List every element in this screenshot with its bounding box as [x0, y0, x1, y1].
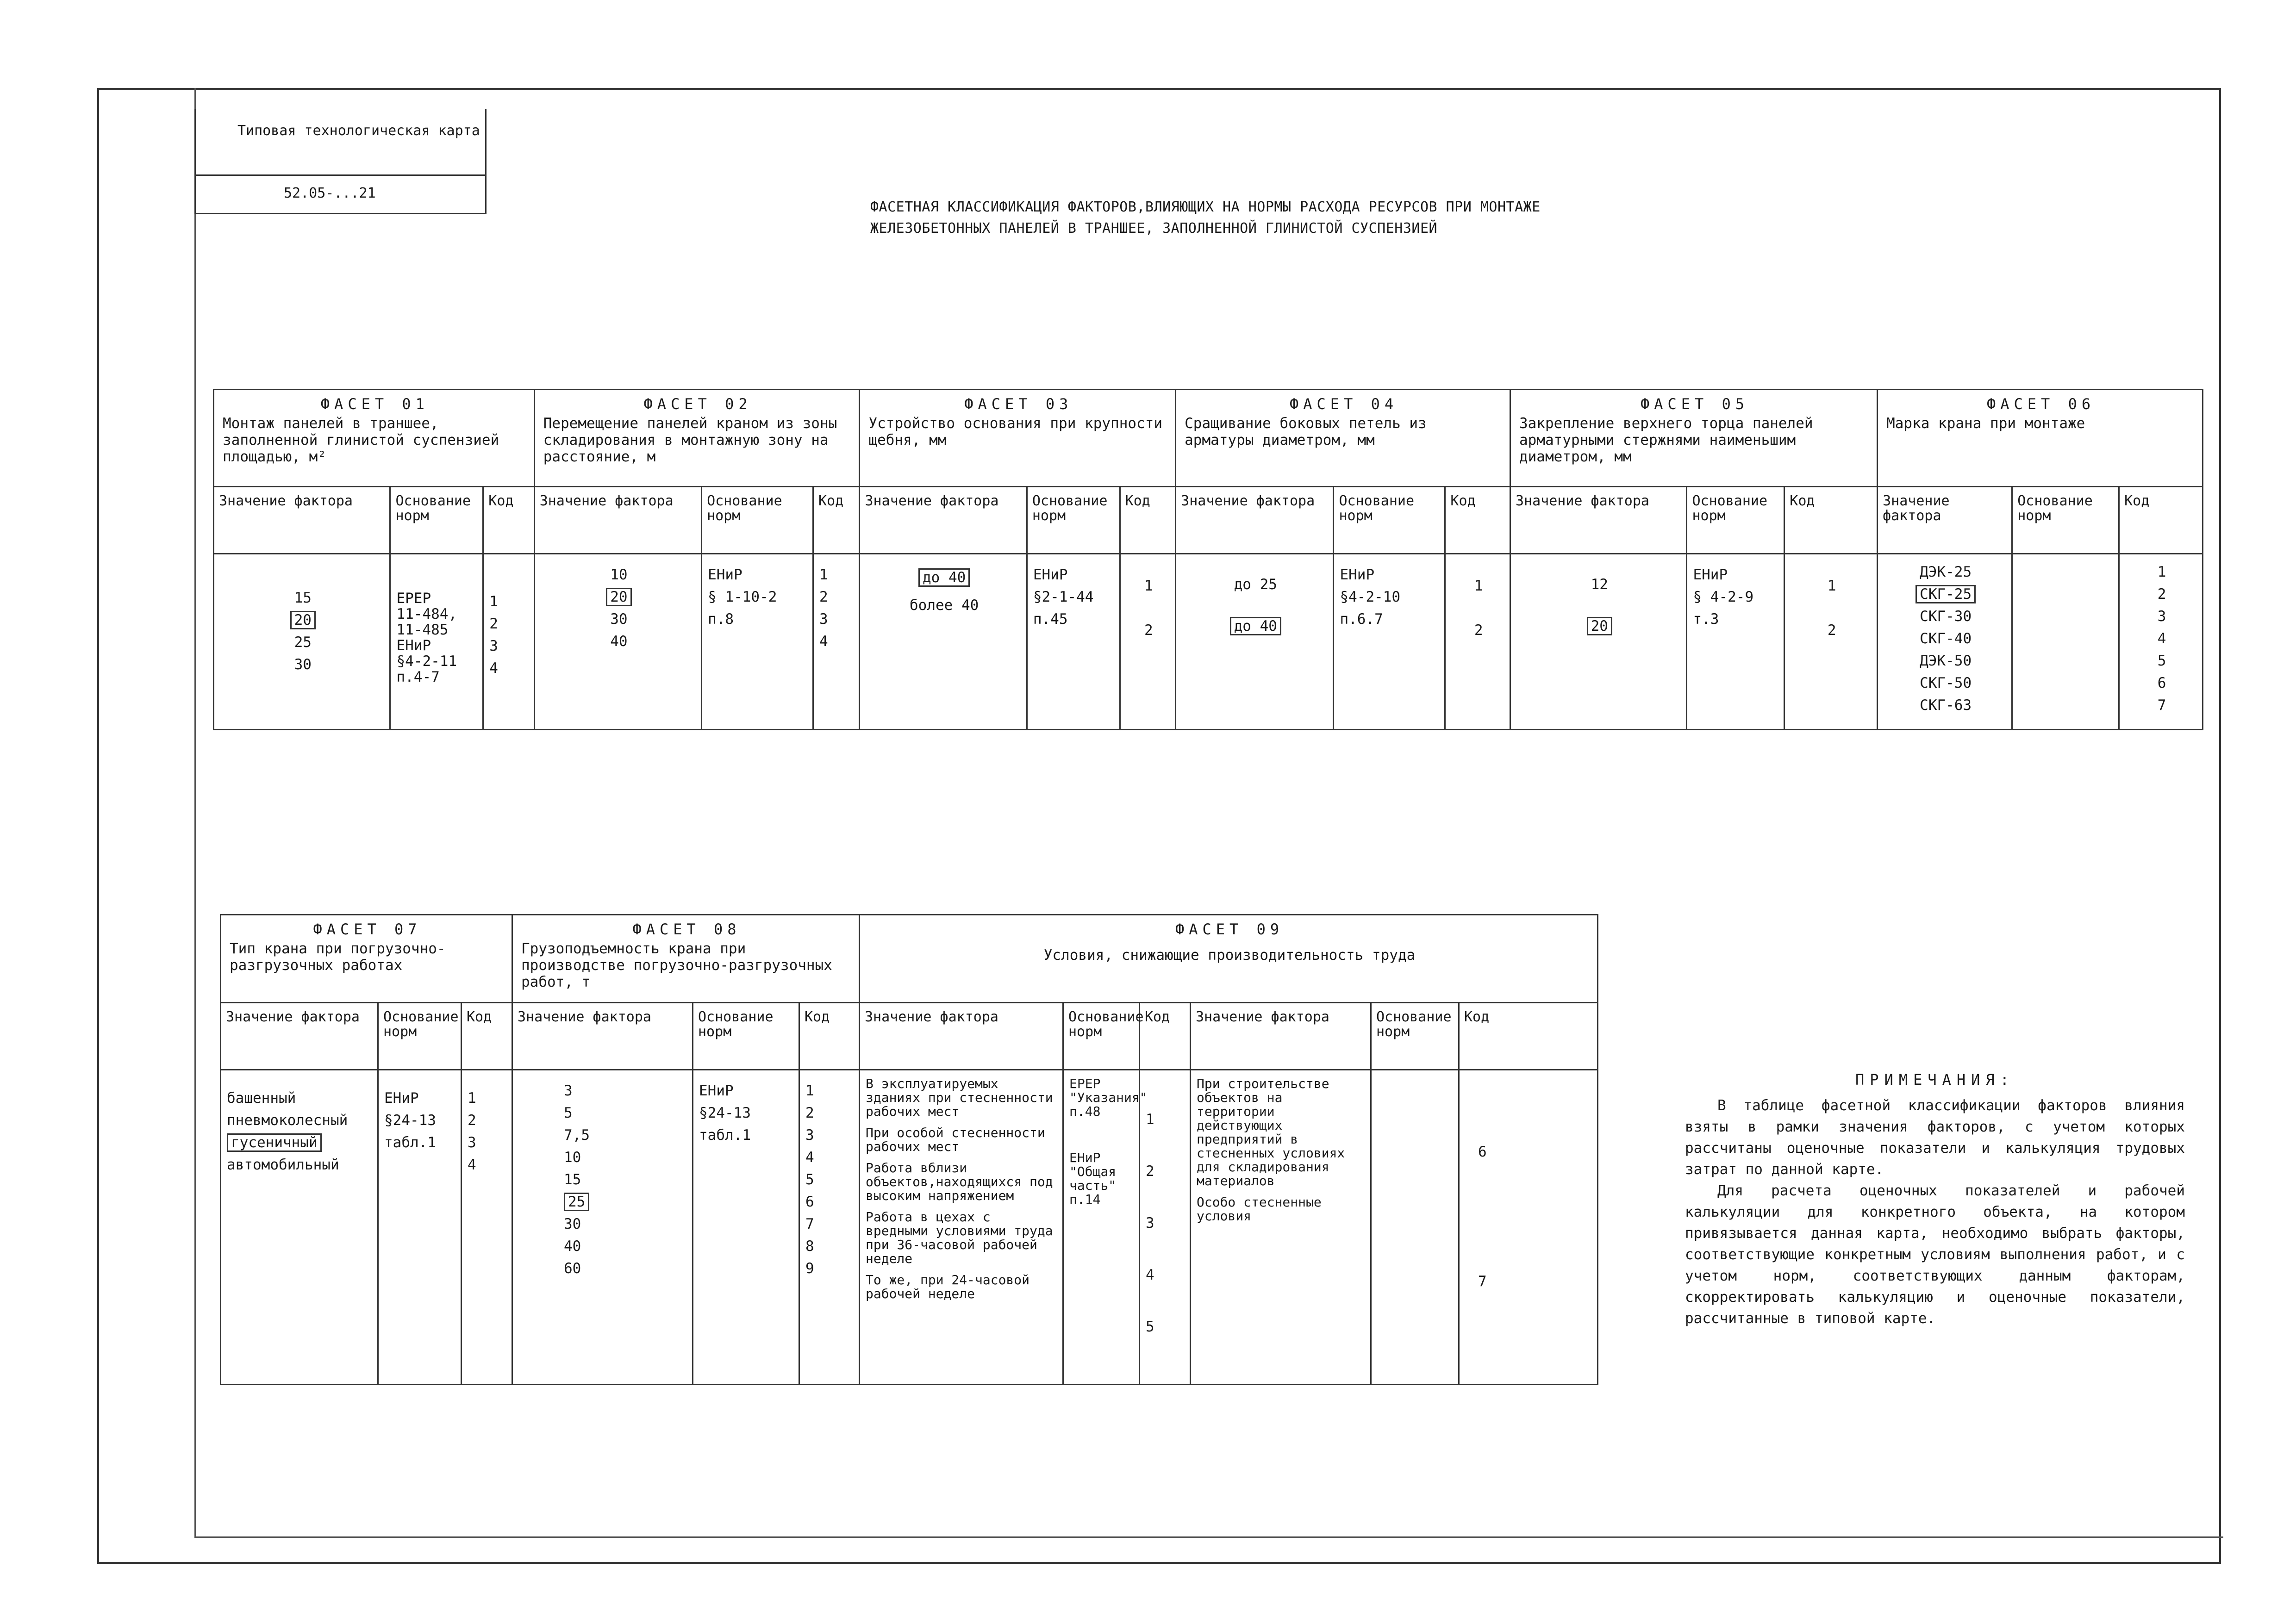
list-item: Работа вблизи объектов,находящихся под высоким напряжением	[866, 1160, 1053, 1203]
f01-basis	[390, 554, 483, 730]
facet-04-header	[1176, 390, 1510, 487]
list-item: СКГ-30	[1920, 608, 1972, 625]
list-item: 7	[2157, 697, 2166, 714]
f04-basis-header: Основание норм	[1334, 487, 1445, 554]
list-item: п.6.7	[1340, 611, 1383, 628]
f05-basis	[1687, 554, 1784, 730]
list-item: §4-2-10	[1340, 589, 1401, 605]
facet-02-header	[534, 390, 860, 487]
f04-codes	[1445, 554, 1510, 730]
list-item: ЕРЕР	[1069, 1076, 1101, 1091]
f08-basis-header: Основание норм	[693, 1003, 799, 1070]
f08-basis	[693, 1070, 799, 1385]
f03-basis	[1027, 554, 1120, 730]
list-item: § 4-2-9	[1693, 589, 1754, 605]
list-item: 2	[489, 616, 498, 632]
list-item: 4	[805, 1149, 814, 1166]
list-item: ЕНиР	[1340, 566, 1375, 583]
facet-03-desc: Устройство основания при крупности щебня, мм	[868, 415, 1163, 448]
list-item: 1	[1144, 578, 1153, 594]
f06-values	[1878, 554, 2012, 730]
f03-value-header: Значение фактора	[860, 487, 1027, 554]
selected-value: 25	[564, 1193, 589, 1211]
facet-06-desc: Марка крана при монтаже	[1886, 415, 2085, 432]
list-item: "Указания"	[1069, 1090, 1148, 1105]
f03-codes	[1120, 554, 1176, 730]
facet-03-label: ФАСЕТ 03	[964, 395, 1073, 413]
facet-table-1	[213, 389, 2203, 730]
list-item: 3	[1146, 1215, 1154, 1231]
title-stamp	[194, 109, 487, 214]
selected-value: 20	[606, 588, 631, 606]
f09a-codes	[1140, 1070, 1191, 1385]
list-item: 2	[468, 1112, 476, 1129]
list-item: табл.1	[699, 1127, 751, 1144]
f09a-basis-header: Основание норм	[1063, 1003, 1140, 1070]
list-item: 7,5	[564, 1127, 590, 1144]
facet-01-label: ФАСЕТ 01	[320, 395, 429, 413]
facet-09-desc: Условия, снижающие производительность труда	[1043, 947, 1416, 964]
f05-basis-header: Основание норм	[1687, 487, 1784, 554]
f05-values	[1510, 554, 1686, 730]
list-item: 2	[2157, 586, 2166, 603]
f07-values	[221, 1070, 378, 1385]
list-item: "Общая часть"	[1069, 1164, 1117, 1193]
facet-04-label: ФАСЕТ 04	[1290, 395, 1398, 413]
list-item: § 1-10-2	[708, 589, 777, 605]
list-item: При особой стесненности рабочих мест	[866, 1125, 1045, 1154]
list-item: ЕНиР	[1069, 1150, 1101, 1165]
facet-05-label: ФАСЕТ 05	[1640, 395, 1749, 413]
selected-value: СКГ-25	[1915, 585, 1976, 603]
list-item: 60	[564, 1260, 581, 1277]
list-item: 2	[805, 1105, 814, 1121]
list-item	[220, 609, 386, 631]
f06-codes	[2119, 554, 2203, 730]
list-item: п.14	[1069, 1192, 1101, 1207]
f08-values	[512, 1070, 693, 1385]
facet-09-label: ФАСЕТ 09	[1175, 920, 1284, 938]
list-item: ЕНиР	[396, 637, 431, 654]
facet-01-header	[214, 390, 535, 487]
facet-08-desc: Грузоподъемность крана при производстве погрузочно-разгрузочных работ, т	[521, 940, 832, 990]
facet-06-label: ФАСЕТ 06	[1986, 395, 2096, 413]
list-item: 40	[610, 633, 628, 650]
list-item: 1	[489, 593, 498, 610]
list-item: 5	[1146, 1318, 1154, 1335]
list-item: 4	[468, 1157, 476, 1173]
list-item: При строительстве объектов на территории действующих предприятий в стесненных условиях для складирования материалов	[1197, 1076, 1345, 1188]
selected-value: 20	[290, 611, 316, 629]
f06-basis-header: Основание норм	[2012, 487, 2119, 554]
facet-05-desc: Закрепление верхнего торца панелей арматурными стержнями наименьшим диаметром, мм	[1519, 415, 1813, 465]
list-item: 5	[564, 1105, 573, 1121]
list-item: 2	[1146, 1163, 1154, 1180]
list-item: 30	[294, 656, 312, 673]
list-item: ЕНиР	[699, 1082, 734, 1099]
list-item: 30	[610, 611, 628, 628]
list-item: 3	[489, 638, 498, 654]
document-title	[870, 197, 1796, 239]
f06-code-header: Код	[2119, 487, 2203, 554]
list-item: 15	[564, 1171, 581, 1188]
list-item: автомобильный	[227, 1157, 339, 1173]
list-item: 4	[1146, 1267, 1154, 1283]
facet-01-desc: Монтаж панелей в траншее, заполненной глинистой суспензией площадью, м²	[223, 415, 499, 465]
f02-basis-header: Основание норм	[702, 487, 813, 554]
f02-code-header: Код	[813, 487, 860, 554]
list-item: п.8	[708, 611, 734, 628]
list-item: 1	[819, 566, 828, 583]
list-item: 1	[468, 1090, 476, 1107]
list-item: 1	[1474, 578, 1483, 594]
f07-value-header: Значение фактора	[221, 1003, 378, 1070]
document-title-line2: ЖЕЛЕЗОБЕТОННЫХ ПАНЕЛЕЙ В ТРАНШЕЕ, ЗАПОЛНЕННОЙ ГЛИНИСТОЙ СУСПЕНЗИЕЙ	[870, 220, 1438, 236]
f07-codes	[462, 1070, 512, 1385]
list-item: СКГ-40	[1920, 630, 1972, 647]
selected-value: до 40	[1230, 617, 1281, 635]
notes-block	[1685, 1069, 2185, 1329]
facet-02-label: ФАСЕТ 02	[643, 395, 752, 413]
f09b-values	[1191, 1070, 1371, 1385]
list-item: 8	[805, 1238, 814, 1255]
f09a-values	[860, 1070, 1063, 1385]
list-item: Работа в цехах с вредными условиями труда при 36-часовой рабочей неделе	[866, 1209, 1053, 1266]
facet-05-header	[1510, 390, 1877, 487]
f07-basis-header: Основание норм	[378, 1003, 462, 1070]
f01-values	[214, 554, 390, 730]
f03-basis-header: Основание норм	[1027, 487, 1120, 554]
document-title-line1: ФАСЕТНАЯ КЛАССИФИКАЦИЯ ФАКТОРОВ,ВЛИЯЮЩИХ НА НОРМЫ РАСХОДА РЕСУРСОВ ПРИ МОНТАЖЕ	[870, 199, 1541, 215]
list-item: 1	[805, 1082, 814, 1099]
list-item: 1	[1146, 1111, 1154, 1128]
list-item: 7	[805, 1216, 814, 1232]
list-item: до 25	[1234, 576, 1277, 593]
list-item: 3	[564, 1082, 573, 1099]
list-item: СКГ-50	[1920, 675, 1972, 691]
list-item: 3	[2157, 608, 2166, 625]
list-item: ЕНиР	[384, 1090, 419, 1107]
facet-06-header	[1878, 390, 2203, 487]
selected-value: гусеничный	[227, 1133, 322, 1152]
list-item: 4	[2157, 630, 2166, 647]
list-item: 1	[2157, 564, 2166, 580]
f05-codes	[1784, 554, 1878, 730]
f07-basis	[378, 1070, 462, 1385]
f02-value-header: Значение фактора	[534, 487, 701, 554]
list-item: 7	[1478, 1273, 1487, 1290]
f09a-basis	[1063, 1070, 1148, 1385]
facet-table-2	[220, 914, 1598, 1385]
f04-values	[1176, 554, 1334, 730]
list-item: 10	[610, 566, 628, 583]
f09b-codes	[1459, 1070, 1598, 1385]
list-item: 6	[805, 1194, 814, 1210]
list-item: 3	[819, 611, 828, 628]
f09a-code-header: Код	[1140, 1003, 1191, 1070]
f01-codes	[483, 554, 534, 730]
list-item: ЕНиР	[708, 566, 742, 583]
list-item: 2	[1144, 622, 1153, 639]
f04-value-header: Значение фактора	[1176, 487, 1334, 554]
facet-07-label: ФАСЕТ 07	[313, 920, 422, 938]
list-item: 3	[468, 1134, 476, 1151]
selected-value: 20	[1587, 617, 1612, 635]
f01-value-header: Значение фактора	[214, 487, 390, 554]
stamp-code: 52.05-...21	[284, 185, 376, 201]
facet-02-desc: Перемещение панелей краном из зоны складирования в монтажную зону на расстояние, м	[543, 415, 837, 465]
list-item: табл.1	[384, 1134, 436, 1151]
list-item: 15	[294, 590, 312, 606]
f09a-value-header: Значение фактора	[860, 1003, 1063, 1070]
list-item	[541, 586, 697, 608]
f01-code-header: Код	[483, 487, 534, 554]
list-item: 5	[2157, 653, 2166, 669]
list-item: 2	[1827, 622, 1836, 639]
f09b-value-header: Значение фактора	[1191, 1003, 1371, 1070]
list-item: ЕРЕР	[396, 590, 431, 607]
list-item: 30	[564, 1216, 581, 1232]
facet-07-desc: Тип крана при погрузочно-разгрузочных работах	[230, 940, 446, 974]
list-item: 40	[564, 1238, 581, 1255]
list-item: 6	[2157, 675, 2166, 691]
f02-values	[534, 554, 701, 730]
list-item: 4	[819, 633, 828, 650]
list-item	[866, 564, 1022, 591]
f09b-basis	[1371, 1070, 1459, 1385]
stamp-title: Типовая технологическая карта	[196, 109, 485, 176]
list-item: более 40	[910, 597, 979, 614]
f06-value-header: Значение фактора	[1878, 487, 2012, 554]
list-item: §4-2-11	[396, 653, 457, 670]
facet-09-header	[860, 915, 1598, 1003]
list-item: п.45	[1033, 611, 1068, 628]
list-item: §24-13	[384, 1112, 436, 1129]
list-item: 11-484,	[396, 606, 457, 622]
list-item: п.4-7	[396, 669, 440, 685]
list-item: 25	[294, 634, 312, 651]
f02-basis	[702, 554, 813, 730]
list-item: 3	[805, 1127, 814, 1144]
list-item	[1182, 605, 1329, 647]
f07-code-header: Код	[462, 1003, 512, 1070]
f04-basis	[1334, 554, 1445, 730]
list-item: п.48	[1069, 1104, 1101, 1119]
list-item: башенный	[227, 1090, 296, 1107]
facet-03-header	[860, 390, 1176, 487]
list-item	[1516, 605, 1682, 647]
f09b-code-header: Код	[1459, 1003, 1598, 1070]
f08-value-header: Значение фактора	[512, 1003, 693, 1070]
selected-value: до 40	[918, 568, 970, 587]
f05-code-header: Код	[1784, 487, 1878, 554]
facet-07-header	[221, 915, 512, 1003]
f01-basis-header: Основание норм	[390, 487, 483, 554]
f02-codes	[813, 554, 860, 730]
list-item: 11-485	[396, 622, 449, 638]
f08-codes	[799, 1070, 860, 1385]
f04-code-header: Код	[1445, 487, 1510, 554]
notes-paragraph-2: Для расчета оценочных показателей и рабочей калькуляции для конкретного объекта, на котором привязывается данная карта, необходимо выбрать факторы, соответствующие конкретным условиям выполнения работ, и с учетом норм, соответствующих данным факторам, скорректировать калькуляцию и оценочные показатели, рассчитанные в типовой карте.	[1685, 1182, 2185, 1327]
list-item: 10	[564, 1149, 581, 1166]
facet-08-label: ФАСЕТ 08	[632, 920, 741, 938]
list-item: ДЭК-50	[1920, 653, 1972, 669]
facet-08-header	[512, 915, 860, 1003]
list-item	[227, 1132, 374, 1154]
list-item: 2	[819, 589, 828, 605]
list-item: 2	[1474, 622, 1483, 639]
list-item: 4	[489, 660, 498, 677]
notes-paragraph-1: В таблице фасетной классификации факторов влияния взяты в рамки значения факторов, с учетом которых рассчитаны оценочные показатели и калькуляция трудовых затрат по данной карте.	[1685, 1097, 2185, 1178]
f03-code-header: Код	[1120, 487, 1176, 554]
facet-04-desc: Сращивание боковых петель из арматуры диаметром, мм	[1185, 415, 1427, 448]
list-item: ДЭК-25	[1920, 564, 1972, 580]
f09b-basis-header: Основание норм	[1371, 1003, 1459, 1070]
list-item: ЕНиР	[1693, 566, 1728, 583]
list-item: 9	[805, 1260, 814, 1277]
list-item: То же, при 24-часовой рабочей неделе	[866, 1272, 1030, 1301]
f05-value-header: Значение фактора	[1510, 487, 1686, 554]
list-item: Особо стесненные условия	[1197, 1194, 1322, 1224]
list-item: пневмоколесный	[227, 1112, 348, 1129]
f03-values	[860, 554, 1027, 730]
list-item: 6	[1478, 1144, 1487, 1160]
list-item: СКГ-63	[1920, 697, 1972, 714]
list-item: 12	[1591, 576, 1608, 593]
list-item: §24-13	[699, 1105, 751, 1121]
f08-code-header: Код	[799, 1003, 860, 1070]
list-item: ЕНиР	[1033, 566, 1068, 583]
list-item: 1	[1827, 578, 1836, 594]
list-item: §2-1-44	[1033, 589, 1094, 605]
list-item	[564, 1191, 688, 1213]
notes-title: ПРИМЕЧАНИЯ:	[1855, 1071, 2015, 1088]
list-item	[1884, 583, 2008, 605]
list-item: 5	[805, 1171, 814, 1188]
f06-basis	[2012, 554, 2119, 730]
list-item: т.3	[1693, 611, 1719, 628]
list-item: В эксплуатируемых зданиях при стесненности рабочих мест	[866, 1076, 1053, 1119]
